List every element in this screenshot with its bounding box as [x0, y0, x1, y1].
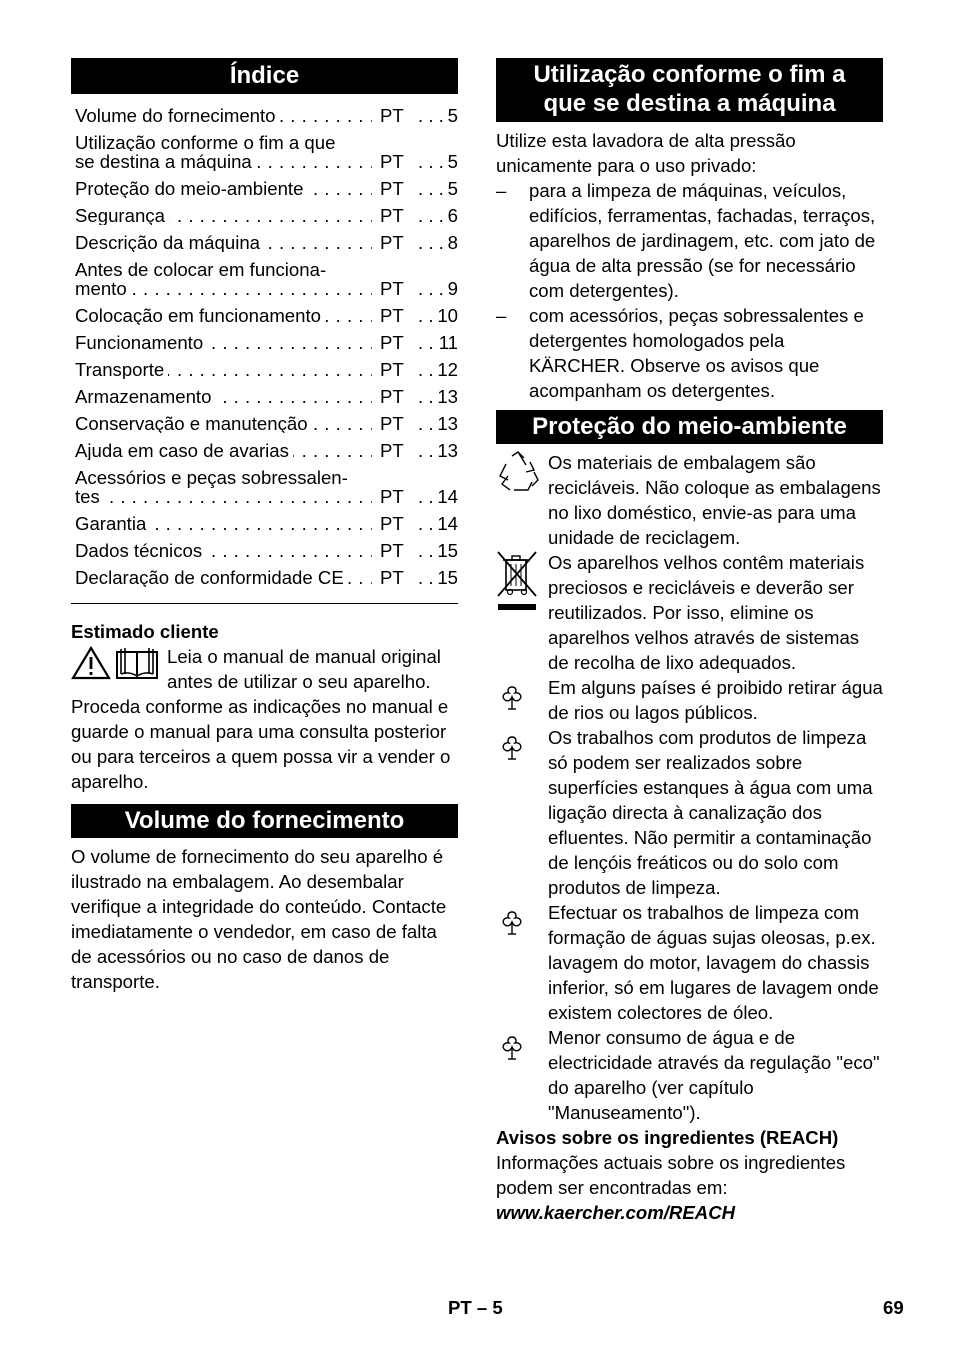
toc-entry[interactable] [75, 225, 458, 252]
toc-entry[interactable] [75, 198, 458, 225]
toc-entry-label: Proteção do meio-ambiente [75, 179, 307, 198]
environment-note-icon [496, 1025, 548, 1125]
toc-entry-label: Descrição da máquina [75, 233, 264, 252]
toc-entry-lang: PT [380, 413, 404, 434]
toc-entry-lang: PT [380, 151, 404, 172]
environment-item [496, 725, 883, 900]
toc-entry[interactable] [75, 506, 458, 533]
toc-entry-page: 13 [434, 387, 458, 406]
toc-entry[interactable] [75, 252, 458, 298]
toc-entry-label: Declaração de conformidade CE [75, 568, 348, 587]
toc-entry-page: 15 [434, 568, 458, 587]
toc-entry-page: 14 [434, 514, 458, 533]
footer-page-number: 69 [883, 1297, 904, 1318]
toc-entry[interactable] [75, 379, 458, 406]
toc-entry[interactable] [75, 171, 458, 198]
toc-divider [71, 603, 458, 604]
toc-entry-page: 5 [445, 106, 458, 125]
toc-entry-page: 13 [434, 441, 458, 460]
right-column [496, 58, 883, 1225]
toc-entry-label: Armazenamento [75, 387, 215, 406]
toc-entry-lang: PT [380, 332, 404, 353]
environment-list [496, 450, 883, 1125]
reach-link[interactable]: www.kaercher.com/REACH [496, 1202, 736, 1223]
environment-item-text: Menor consumo de água e de electricidade através da regulação "eco" do aparelho (ver capítulo "Manuseamento"). [548, 1027, 880, 1123]
toc-entry-page: 8 [445, 233, 458, 252]
toc-entry[interactable] [75, 98, 458, 125]
toc-entry-lang: PT [380, 440, 404, 461]
customer-heading: Estimado cliente [71, 621, 219, 642]
environment-item [496, 900, 883, 1025]
warning-triangle-and-manual-icon [71, 646, 161, 680]
intended-use-intro: Utilize esta lavadora de alta pressão unicamente para o uso privado: [496, 130, 796, 176]
toc-entry-lang: PT [380, 540, 404, 561]
crossed-out-bin-icon [496, 550, 548, 675]
environment-item-text: Os aparelhos velhos contêm materiais preciosos e recicláveis e deverão ser reutilizados. Por isso, elimine os aparelhos velhos através de sistemas de recolha de lixo adequados. [548, 552, 865, 673]
toc-entry-lang: PT [380, 567, 404, 588]
toc-entry-label: Segurança [75, 206, 169, 225]
toc-entry-label: Ajuda em caso de avarias [75, 441, 293, 460]
toc-entry-page: 13 [434, 414, 458, 433]
environment-item [496, 675, 883, 725]
toc-entry-lang: PT [380, 486, 404, 507]
toc-entry-lang: PT [380, 205, 404, 226]
toc-entry-lang: PT [380, 105, 404, 126]
toc-entry-label: Conservação e manutenção [75, 414, 312, 433]
environment-note-icon [496, 725, 548, 900]
table-of-contents [71, 98, 458, 587]
toc-entry-page: 12 [434, 360, 458, 379]
toc-entry[interactable] [75, 125, 458, 171]
toc-entry-page: 5 [445, 179, 458, 198]
toc-entry-page: 11 [436, 333, 458, 352]
toc-entry[interactable] [75, 298, 458, 325]
intended-use-title-line1: Utilização conforme o fim a [533, 61, 846, 88]
toc-entry-label: Garantia [75, 514, 150, 533]
toc-entry-page: 10 [434, 306, 458, 325]
reach-heading: Avisos sobre os ingredientes (REACH) [496, 1127, 839, 1148]
toc-entry-label: Volume do fornecimento [75, 106, 280, 125]
toc-entry-lang: PT [380, 359, 404, 380]
toc-entry-page: 15 [434, 541, 458, 560]
customer-notice [71, 644, 458, 794]
customer-text: Leia o manual de manual original antes de utilizar o seu aparelho. Proceda conforme as indicações no manual e guarde o manual para uma consulta posterior ou para terceiros a quem possa vir a vender o aparelho. [71, 646, 451, 792]
toc-entry[interactable] [75, 433, 458, 460]
environment-note-icon [496, 900, 548, 1025]
environment-note-icon [496, 675, 548, 725]
toc-entry-lang: PT [380, 232, 404, 253]
left-column [71, 58, 458, 994]
list-item: – para a limpeza de máquinas, veículos, edifícios, ferramentas, fachadas, terraços, aparelhos de jardinagem, etc. com jato de água de alta pressão (se for necessário com detergentes). [496, 178, 883, 303]
toc-entry-label: Funcionamento [75, 333, 207, 352]
toc-entry-page: 6 [445, 206, 458, 225]
toc-title: Índice [71, 58, 458, 94]
scope-title: Volume do fornecimento [71, 804, 458, 838]
toc-entry-label: Transporte [75, 360, 168, 379]
environment-item-text: Os materiais de embalagem são recicláveis. Não coloque as embalagens no lixo doméstico, envie-as para uma unidade de reciclagem. [548, 452, 881, 548]
environment-item-text: Os trabalhos com produtos de limpeza só podem ser realizados sobre superfícies estanques à água com uma ligação directa à canalização dos efluentes. Não permitir a contaminação de lençóis freáticos ou do solo com produtos de limpeza. [548, 727, 873, 898]
intended-use-title-line2: que se destina a máquina [543, 90, 836, 117]
toc-entry[interactable] [75, 533, 458, 560]
reach-text: Informações actuais sobre os ingredientes podem ser encontradas em: [496, 1152, 846, 1198]
list-item: – com acessórios, peças sobressalentes e detergentes homologados pela KÄRCHER. Observe os avisos que acompanham os detergentes. [496, 303, 883, 403]
toc-entry-lang: PT [380, 178, 404, 199]
environment-item-text: Efectuar os trabalhos de limpeza com formação de águas sujas oleosas, p.ex. lavagem do motor, lavagem do chassis inferior, só em lugares de lavagem onde existem colectores de óleo. [548, 902, 879, 1023]
toc-entry-label: Acessórios e peças sobressalen- tes [75, 468, 348, 506]
toc-entry-lang: PT [380, 278, 404, 299]
toc-entry-page: 5 [445, 152, 458, 171]
toc-entry-page: 14 [434, 487, 458, 506]
scope-text: O volume de fornecimento do seu aparelho é ilustrado na embalagem. Ao desembalar verifique a integridade do conteúdo. Contacte imediatamente o vendedor, em caso de falta de acessórios ou no caso de danos de transporte. [71, 846, 447, 992]
toc-entry[interactable] [75, 325, 458, 352]
footer-section-page: PT – 5 [448, 1297, 503, 1318]
toc-entry-lang: PT [380, 386, 404, 407]
intended-use-list [496, 178, 883, 403]
environment-item [496, 550, 883, 675]
environment-item-text: Em alguns países é proibido retirar água de rios ou lagos públicos. [548, 677, 883, 723]
warning-manual-icons [71, 646, 163, 680]
toc-entry[interactable] [75, 560, 458, 587]
toc-entry-lang: PT [380, 513, 404, 534]
toc-entry[interactable] [75, 460, 458, 506]
toc-entry[interactable] [75, 352, 458, 379]
toc-entry-lang: PT [380, 305, 404, 326]
environment-item [496, 450, 883, 550]
toc-entry-label: Antes de colocar em funciona- mento [75, 260, 327, 298]
toc-entry-page: 9 [445, 279, 458, 298]
intended-use-title [496, 58, 883, 122]
environment-title: Proteção do meio-ambiente [496, 410, 883, 444]
recycling-icon [496, 450, 548, 550]
toc-entry-label: Utilização conforme o fim a que se destina a máquina [75, 133, 336, 171]
toc-entry-label: Dados técnicos [75, 541, 206, 560]
toc-entry-label: Colocação em funcionamento [75, 306, 325, 325]
toc-entry[interactable] [75, 406, 458, 433]
environment-item [496, 1025, 883, 1125]
